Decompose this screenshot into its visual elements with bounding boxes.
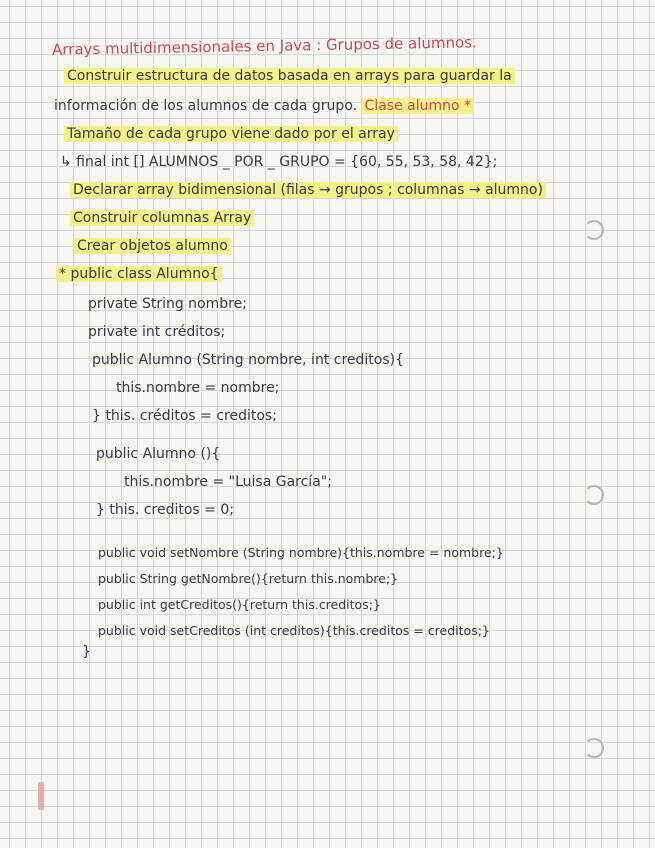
notes-line-5-text: Declarar array bidimensional (filas → grupos ; columnas → alumno)	[70, 182, 546, 198]
notes-line-1-text: Construir estructura de datos basada en arrays para guardar la	[64, 68, 515, 84]
binder-hole-icon	[584, 220, 604, 240]
code-line: public Alumno (String nombre, int creditos){	[92, 352, 405, 368]
code-header	[56, 266, 222, 283]
code-line: private String nombre;	[88, 296, 247, 312]
margin-mark	[38, 782, 44, 810]
code-header-text: * public class Alumno{	[56, 266, 222, 282]
notes-line-4: ↳ final int [] ALUMNOS _ POR _ GRUPO = {60, 55, 53, 58, 42};	[60, 154, 498, 170]
code-line: public int getCreditos(){return this.creditos;}	[98, 597, 381, 612]
code-line: } this. créditos = creditos;	[92, 408, 277, 424]
code-line: public void setNombre (String nombre){this.nombre = nombre;}	[98, 545, 504, 560]
code-line: } this. creditos = 0;	[96, 502, 234, 518]
code-line: private int créditos;	[88, 324, 226, 340]
notes-line-6	[70, 210, 254, 227]
notes-line-7	[74, 238, 231, 255]
notes-line-3-text: Tamaño de cada grupo viene dado por el array	[64, 126, 398, 142]
notes-line-6-text: Construir columnas Array	[70, 210, 254, 226]
code-closing-brace: }	[82, 644, 91, 660]
code-line: this.nombre = "Luisa García";	[124, 474, 332, 490]
class-name-highlight: Clase alumno *	[362, 98, 474, 114]
code-line: public void setCreditos (int creditos){this.creditos = creditos;}	[98, 623, 490, 638]
notes-line-5	[70, 182, 546, 199]
notes-line-2-text: información de los alumnos de cada grupo.	[54, 98, 358, 114]
notes-line-2	[54, 98, 474, 115]
code-line: public Alumno (){	[96, 446, 221, 462]
code-line: this.nombre = nombre;	[116, 380, 280, 396]
binder-hole-icon	[584, 485, 604, 505]
notes-line-3	[64, 126, 398, 143]
code-line: public String getNombre(){return this.nombre;}	[98, 571, 399, 586]
notes-title: Arrays multidimensionales en Java : Grupos de alumnos.	[51, 33, 477, 59]
binder-hole-icon	[584, 738, 604, 758]
notes-line-7-text: Crear objetos alumno	[74, 238, 231, 254]
notes-line-1	[64, 68, 515, 85]
